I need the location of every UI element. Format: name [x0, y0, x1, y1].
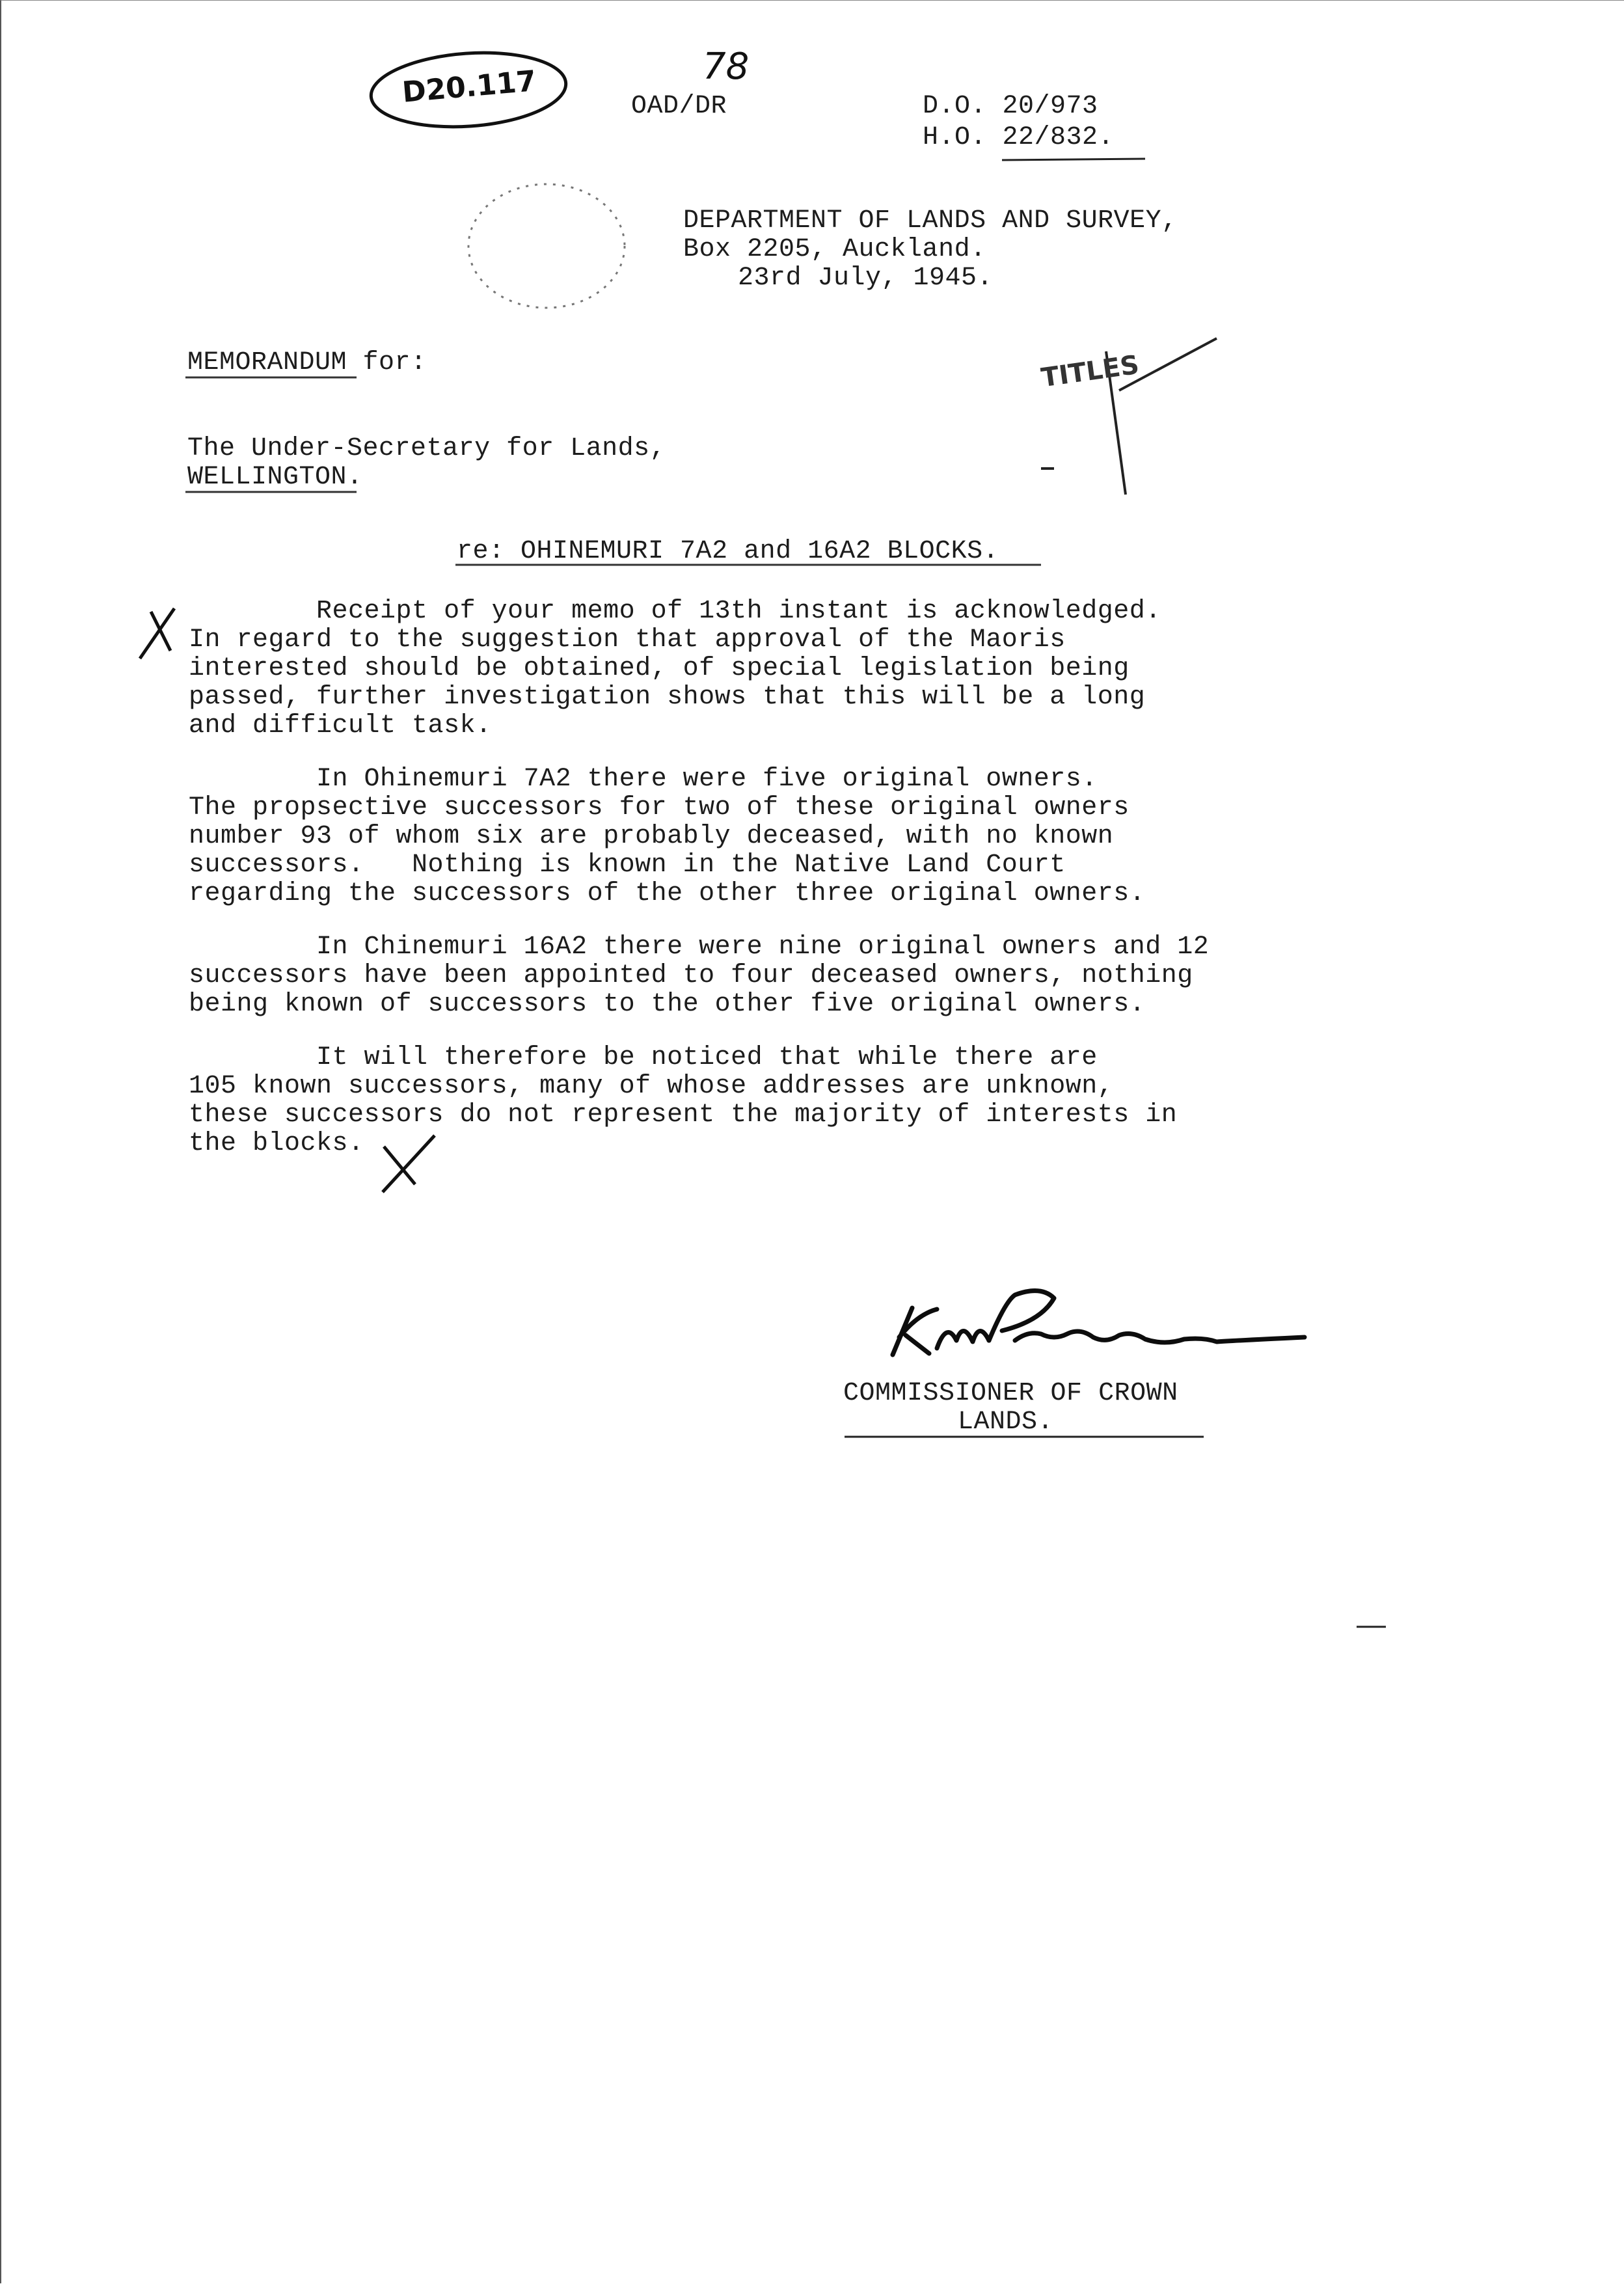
- paragraph-2: [189, 765, 1295, 908]
- signature-title-line-1: COMMISSIONER OF CROWN: [843, 1379, 1178, 1408]
- memo-label: MEMORANDUM: [187, 348, 347, 377]
- signature-title-line-2: LANDS.: [958, 1407, 1054, 1437]
- paragraph-line: number 93 of whom six are probably deceased, with no known: [189, 822, 1114, 851]
- paragraph-line: regarding the successors of the other three original owners.: [189, 879, 1146, 908]
- ho-reference: H.O. 22/832.: [923, 123, 1115, 152]
- paragraph-3: [189, 933, 1295, 1019]
- paragraph-line: being known of successors to the other five original owners.: [189, 990, 1146, 1019]
- paragraph-line: and difficult task.: [189, 711, 492, 741]
- ho-underline: [1002, 159, 1145, 160]
- paragraph-line: successors have been appointed to four deceased owners, nothing: [189, 961, 1193, 990]
- round-stamp: [468, 184, 625, 308]
- paragraph-line: passed, further investigation shows that this will be a long: [189, 683, 1146, 712]
- file-ref-circled: D20.117: [401, 64, 538, 109]
- x-mark-margin: [140, 608, 174, 659]
- memo-subject: re: OHINEMURI 7A2 and 16A2 BLOCKS.: [457, 537, 999, 566]
- department-name: DEPARTMENT OF LANDS AND SURVEY,: [683, 206, 1178, 236]
- paragraph-line: the blocks.: [189, 1129, 364, 1158]
- do-reference: D.O. 20/973: [923, 92, 1098, 121]
- recipient-line-1: The Under-Secretary for Lands,: [187, 434, 666, 463]
- paragraph-line: these successors do not represent the majority of interests in: [189, 1100, 1178, 1130]
- paragraph-line: The propsective successors for two of these original owners: [189, 793, 1130, 823]
- paragraph-line: It will therefore be noticed that while there are: [189, 1043, 1098, 1072]
- paragraph-line: In regard to the suggestion that approval of the Maoris: [189, 625, 1066, 655]
- titles-stamp: TITLES: [1039, 349, 1141, 394]
- recipient-line-2: WELLINGTON.: [187, 463, 363, 492]
- handwritten-number: 78: [703, 46, 750, 88]
- memo-label-suffix: for:: [347, 348, 427, 377]
- paragraph-line: Receipt of your memo of 13th instant is acknowledged.: [189, 597, 1161, 626]
- paragraph-line: interested should be obtained, of special legislation being: [189, 654, 1130, 683]
- department-address: Box 2205, Auckland.: [683, 235, 986, 264]
- paragraph-line: 105 known successors, many of whose addresses are unknown,: [189, 1072, 1114, 1101]
- letter-date: 23rd July, 1945.: [738, 264, 994, 293]
- oad-reference: OAD/DR: [631, 92, 727, 121]
- paragraph-line: In Ohinemuri 7A2 there were five original owners.: [189, 765, 1098, 794]
- signature-drawing: [893, 1291, 1305, 1355]
- paragraph-1: [189, 597, 1295, 741]
- paragraph-line: successors. Nothing is known in the Native Land Court: [189, 850, 1066, 880]
- paragraph-4: [189, 1044, 1295, 1158]
- paragraph-line: In Chinemuri 16A2 there were nine original owners and 12: [189, 932, 1210, 962]
- memo-heading: [187, 349, 427, 377]
